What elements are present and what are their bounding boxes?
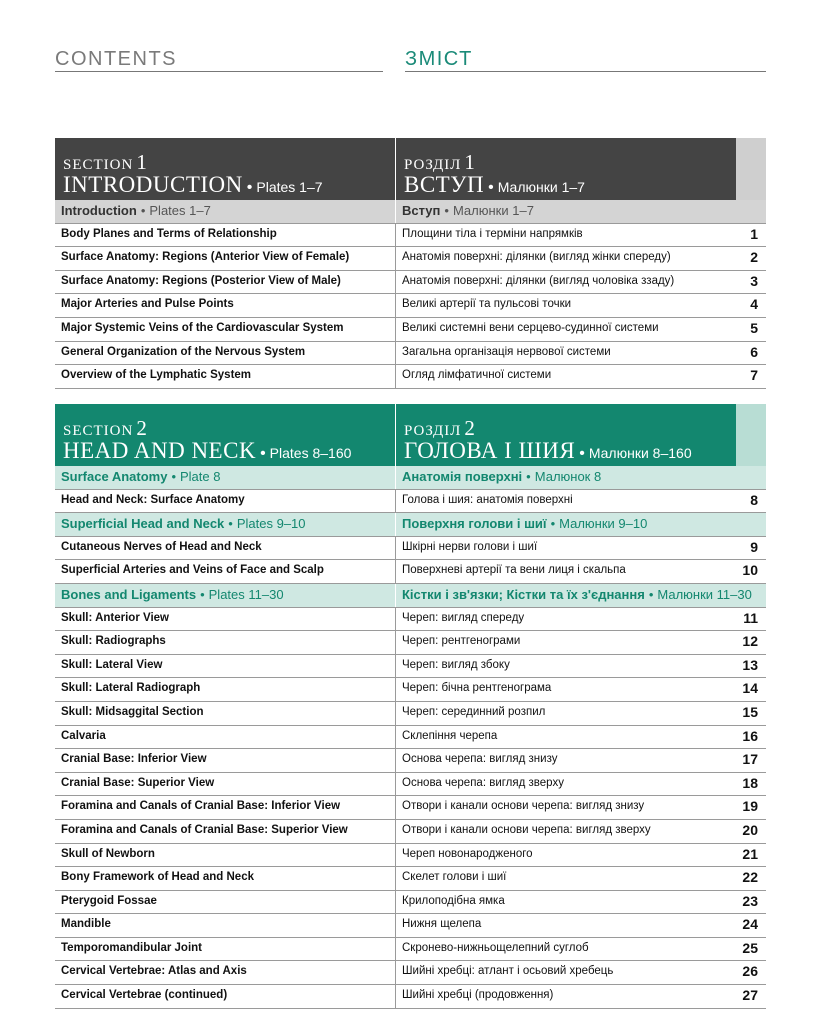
contents-rule-ua xyxy=(405,71,766,72)
toc-page-number: 24 xyxy=(742,916,758,933)
toc-page-number: 6 xyxy=(750,343,758,360)
subsection-name: Bones and Ligaments xyxy=(61,586,197,602)
toc-entry-title-ua: Скронево-нижньощелепний суглоб xyxy=(402,941,589,954)
toc-entry-title-ua: Череп: серединний розпил xyxy=(402,705,546,718)
toc-page-number: 14 xyxy=(742,680,758,697)
toc-entry-title-ua: Нижня щелепа xyxy=(402,918,482,931)
section-banner-ua xyxy=(396,138,736,200)
column-divider xyxy=(395,560,396,583)
section-number-ua: 2 xyxy=(464,416,476,440)
column-divider xyxy=(395,914,396,937)
toc-page-number: 4 xyxy=(750,296,758,313)
section-title-line-ua xyxy=(404,438,692,464)
bullet-icon: • xyxy=(648,586,654,602)
subsection-title-ua xyxy=(402,587,752,602)
bullet-icon: • xyxy=(260,445,266,462)
subsection-title xyxy=(61,469,220,484)
section-banner xyxy=(55,138,766,200)
column-divider xyxy=(395,342,396,365)
toc-entry-title: Surface Anatomy: Regions (Anterior View of Female) xyxy=(61,251,350,264)
toc-page-number: 22 xyxy=(742,869,758,886)
toc-entry-title-ua: Поверхневі артерії та вени лиця і скальпа xyxy=(402,564,626,577)
section-title-ua: ВСТУП xyxy=(404,172,485,197)
section-plates-ua: Малюнки 8–160 xyxy=(588,445,692,461)
toc-entry-title-ua: Череп новонародженого xyxy=(402,847,533,860)
toc-entry-title: Skull of Newborn xyxy=(61,847,155,860)
toc-row[interactable] xyxy=(55,820,766,844)
toc-entry-title: Major Arteries and Pulse Points xyxy=(61,298,234,311)
toc-entry-title: Surface Anatomy: Regions (Posterior View of Male) xyxy=(61,274,341,287)
toc-entry-title-ua: Отвори і канали основи черепа: вигляд зверху xyxy=(402,823,651,836)
column-divider xyxy=(395,271,396,294)
toc-row[interactable] xyxy=(55,224,766,248)
subsection-plates: Plates 11–30 xyxy=(208,586,284,602)
toc-entry-title-ua: Великі артерії та пульсові точки xyxy=(402,298,572,311)
column-divider xyxy=(395,726,396,749)
toc-entry-title-ua: Основа черепа: вигляд знизу xyxy=(402,753,558,766)
toc-entry-title: Pterygoid Fossae xyxy=(61,894,157,907)
toc-entry-title: Mandible xyxy=(61,918,111,931)
toc-row[interactable] xyxy=(55,961,766,985)
toc-entry-title-ua: Скелет голови і шиї xyxy=(402,871,507,884)
toc-page-number: 1 xyxy=(750,225,758,242)
toc-entry-title: Cutaneous Nerves of Head and Neck xyxy=(61,540,262,553)
column-divider xyxy=(395,891,396,914)
section-number: 1 xyxy=(136,150,148,174)
toc-row[interactable] xyxy=(55,938,766,962)
column-divider xyxy=(395,702,396,725)
column-divider xyxy=(395,938,396,961)
toc-entry-title-ua: Площини тіла і терміни напрямків xyxy=(402,227,583,240)
section-2 xyxy=(55,404,766,1009)
section-word: SECTION xyxy=(63,423,134,439)
toc-page-number: 9 xyxy=(750,538,758,555)
section-word-ua: РОЗДІЛ xyxy=(404,157,462,173)
bullet-icon: • xyxy=(526,469,531,484)
column-divider xyxy=(395,749,396,772)
bullet-icon: • xyxy=(550,516,556,532)
bullet-icon: • xyxy=(444,203,449,218)
column-divider xyxy=(395,584,396,607)
toc-row[interactable] xyxy=(55,891,766,915)
subsection-name-ua: Вступ xyxy=(402,203,441,218)
section-stripe xyxy=(736,404,766,466)
toc-page-number: 2 xyxy=(750,249,758,266)
toc-page-number: 10 xyxy=(742,562,758,579)
subsection-name-ua: Кістки і зв'язки; Кістки та їх з'єднання xyxy=(402,586,645,602)
subsection-title xyxy=(61,587,284,602)
toc-row[interactable] xyxy=(55,773,766,797)
toc-page-number: 15 xyxy=(742,703,758,720)
bullet-icon: • xyxy=(579,445,585,462)
toc-entry-title: Calvaria xyxy=(61,729,106,742)
toc-entry-title-ua: Череп: вигляд спереду xyxy=(402,611,525,624)
section-title-line xyxy=(63,172,323,198)
toc-entry-title-ua: Шийні хребці (продовження) xyxy=(402,989,554,1002)
bullet-icon: • xyxy=(488,179,494,196)
toc-entry-title-ua: Череп: рентгенограми xyxy=(402,635,521,648)
toc-page-number: 17 xyxy=(742,751,758,768)
column-divider xyxy=(395,608,396,631)
toc-row[interactable] xyxy=(55,655,766,679)
section-word: SECTION xyxy=(63,157,134,173)
bullet-icon: • xyxy=(140,203,146,218)
subsection-header xyxy=(55,200,766,224)
toc-entry-title-ua: Огляд лімфатичної системи xyxy=(402,369,552,382)
bullet-icon: • xyxy=(246,179,253,196)
toc-entry-title: Overview of the Lymphatic System xyxy=(61,369,252,382)
toc-page-number: 21 xyxy=(742,845,758,862)
section-title: INTRODUCTION xyxy=(63,172,243,197)
contents-heading-ua: ЗМІСТ xyxy=(405,48,473,70)
toc-page-number: 11 xyxy=(743,609,758,626)
toc-row[interactable] xyxy=(55,490,766,514)
subsection-name: Surface Anatomy xyxy=(61,469,168,484)
section-title-ua: ГОЛОВА І ШИЯ xyxy=(404,438,576,463)
toc-entry-title-ua: Анатомія поверхні: ділянки (вигляд чоловіка ззаду) xyxy=(402,274,675,287)
toc-entry-title: Major Systemic Veins of the Cardiovascular System xyxy=(61,321,344,334)
toc-page-number: 3 xyxy=(750,272,758,289)
toc-page-number: 26 xyxy=(742,963,758,980)
toc-entry-title-ua: Череп: вигляд збоку xyxy=(402,658,510,671)
column-divider xyxy=(395,867,396,890)
section-banner xyxy=(55,404,766,466)
subsection-name-ua: Поверхня голови і шиї xyxy=(402,516,547,532)
subsection-title xyxy=(61,203,211,218)
toc-row[interactable] xyxy=(55,318,766,342)
subsection-plates: Plates 9–10 xyxy=(236,516,306,532)
section-title-line xyxy=(63,438,351,464)
toc-row[interactable] xyxy=(55,294,766,318)
subsection-header xyxy=(55,466,766,490)
toc-entry-title: Cranial Base: Inferior View xyxy=(61,753,207,766)
toc-entry-title: Body Planes and Terms of Relationship xyxy=(61,227,277,240)
column-divider xyxy=(395,365,396,388)
toc-entry-title: Temporomandibular Joint xyxy=(61,941,202,954)
toc-page-number: 18 xyxy=(742,774,758,791)
section-number: 2 xyxy=(136,416,148,440)
section-stripe xyxy=(736,138,766,200)
toc-entry-title: Skull: Lateral Radiograph xyxy=(61,682,201,695)
toc-entry-title-ua: Череп: бічна рентгенограма xyxy=(402,682,552,695)
toc-page-number: 25 xyxy=(742,939,758,956)
column-divider xyxy=(395,537,396,560)
section-plates: Plates 8–160 xyxy=(269,445,352,461)
toc-page-number: 7 xyxy=(750,367,758,384)
toc-row[interactable] xyxy=(55,271,766,295)
toc-page-number: 8 xyxy=(750,491,758,508)
toc-entry-title: Skull: Midsaggital Section xyxy=(61,705,204,718)
subsection-title-ua xyxy=(402,516,647,531)
toc-row[interactable] xyxy=(55,560,766,584)
section-title-line-ua xyxy=(404,172,585,198)
toc-row[interactable] xyxy=(55,726,766,750)
section-word-ua: РОЗДІЛ xyxy=(404,423,462,439)
section-plates-ua: Малюнки 1–7 xyxy=(497,179,585,195)
column-divider xyxy=(395,844,396,867)
toc-row[interactable] xyxy=(55,678,766,702)
column-divider xyxy=(395,490,396,513)
toc-entry-title: Cervical Vertebrae (continued) xyxy=(61,989,228,1002)
subsection-plates-ua: Малюнок 8 xyxy=(534,469,602,484)
toc-entry-title: Foramina and Canals of Cranial Base: Inferior View xyxy=(61,800,341,813)
subsection-plates-ua: Малюнки 9–10 xyxy=(559,516,648,532)
column-divider xyxy=(395,985,396,1008)
section-title: HEAD AND NECK xyxy=(63,438,257,463)
column-divider xyxy=(395,318,396,341)
contents-heading: CONTENTS xyxy=(55,48,177,70)
toc-page-number: 5 xyxy=(750,319,758,336)
column-divider xyxy=(395,224,396,247)
toc-entry-title-ua: Крилоподібна ямка xyxy=(402,894,505,907)
toc-entry-title: Superficial Arteries and Veins of Face and Scalp xyxy=(61,564,324,577)
toc-entry-title-ua: Голова і шия: анатомія поверхні xyxy=(402,493,573,506)
column-divider xyxy=(395,294,396,317)
toc-entry-title-ua: Шийні хребці: атлант і осьовий хребець xyxy=(402,965,614,978)
toc-row[interactable] xyxy=(55,914,766,938)
toc-row[interactable] xyxy=(55,365,766,389)
column-divider xyxy=(395,247,396,270)
subsection-plates: Plates 1–7 xyxy=(149,203,211,218)
toc-entry-title-ua: Анатомія поверхні: ділянки (вигляд жінки спереду) xyxy=(402,251,671,264)
toc-entry-title-ua: Загальна організація нервової системи xyxy=(402,345,611,358)
column-divider xyxy=(395,820,396,843)
subsection-title xyxy=(61,516,306,531)
column-divider xyxy=(395,678,396,701)
bullet-icon: • xyxy=(200,586,205,602)
bullet-icon: • xyxy=(228,516,233,532)
toc-page-number: 16 xyxy=(742,727,758,744)
subsection-plates-ua: Малюнки 11–30 xyxy=(657,586,752,602)
section-banner-ua xyxy=(396,404,736,466)
toc-page-number: 23 xyxy=(742,892,758,909)
section-banner-en xyxy=(55,138,395,200)
column-divider xyxy=(395,631,396,654)
toc-entry-title-ua: Склепіння черепа xyxy=(402,729,498,742)
column-divider xyxy=(395,513,396,536)
contents-rule xyxy=(55,71,383,72)
toc-entry-title: Cranial Base: Superior View xyxy=(61,776,215,789)
toc-entry-title: Foramina and Canals of Cranial Base: Superior View xyxy=(61,823,348,836)
toc-entry-title: Head and Neck: Surface Anatomy xyxy=(61,493,245,506)
column-divider xyxy=(395,961,396,984)
section-banner-en xyxy=(55,404,395,466)
toc-page-number: 13 xyxy=(742,656,758,673)
subsection-title-ua xyxy=(402,203,534,218)
toc-entry-title-ua: Основа черепа: вигляд зверху xyxy=(402,776,564,789)
toc-page-number: 12 xyxy=(742,633,758,650)
toc-entry-title-ua: Отвори і канали основи черепа: вигляд знизу xyxy=(402,800,645,813)
toc-row[interactable] xyxy=(55,537,766,561)
toc-entry-title: Skull: Anterior View xyxy=(61,611,169,624)
toc-entry-title: General Organization of the Nervous System xyxy=(61,345,306,358)
section-plates: Plates 1–7 xyxy=(256,179,323,195)
toc-row[interactable] xyxy=(55,702,766,726)
subsection-name: Superficial Head and Neck xyxy=(61,516,225,532)
toc-page-number: 19 xyxy=(742,798,758,815)
toc-page-number: 20 xyxy=(742,821,758,838)
toc-row[interactable] xyxy=(55,247,766,271)
column-divider xyxy=(395,655,396,678)
subsection-title-ua xyxy=(402,469,601,484)
toc-entry-title: Bony Framework of Head and Neck xyxy=(61,871,254,884)
bullet-icon: • xyxy=(171,469,176,484)
toc-row[interactable] xyxy=(55,985,766,1009)
column-divider xyxy=(395,466,396,489)
toc-row[interactable] xyxy=(55,844,766,868)
toc-row[interactable] xyxy=(55,342,766,366)
section-1 xyxy=(55,138,766,389)
toc-entry-title-ua: Великі системні вени серцево-судинної системи xyxy=(402,321,659,334)
toc-row[interactable] xyxy=(55,867,766,891)
toc-row[interactable] xyxy=(55,796,766,820)
toc-row[interactable] xyxy=(55,608,766,632)
toc-entry-title-ua: Шкірні нерви голови і шиї xyxy=(402,540,538,553)
toc-page-number: 27 xyxy=(742,987,758,1004)
toc-row[interactable] xyxy=(55,631,766,655)
subsection-header xyxy=(55,584,766,608)
subsection-plates-ua: Малюнки 1–7 xyxy=(452,203,534,218)
toc-entry-title: Cervical Vertebrae: Atlas and Axis xyxy=(61,965,247,978)
column-divider xyxy=(395,773,396,796)
subsection-plates: Plate 8 xyxy=(180,469,221,484)
toc-entry-title: Skull: Radiographs xyxy=(61,635,166,648)
subsection-name: Introduction xyxy=(61,203,137,218)
column-divider xyxy=(395,200,396,223)
toc-row[interactable] xyxy=(55,749,766,773)
column-divider xyxy=(395,796,396,819)
subsection-header xyxy=(55,513,766,537)
subsection-name-ua: Анатомія поверхні xyxy=(402,469,523,484)
section-number-ua: 1 xyxy=(464,150,476,174)
toc-entry-title: Skull: Lateral View xyxy=(61,658,163,671)
